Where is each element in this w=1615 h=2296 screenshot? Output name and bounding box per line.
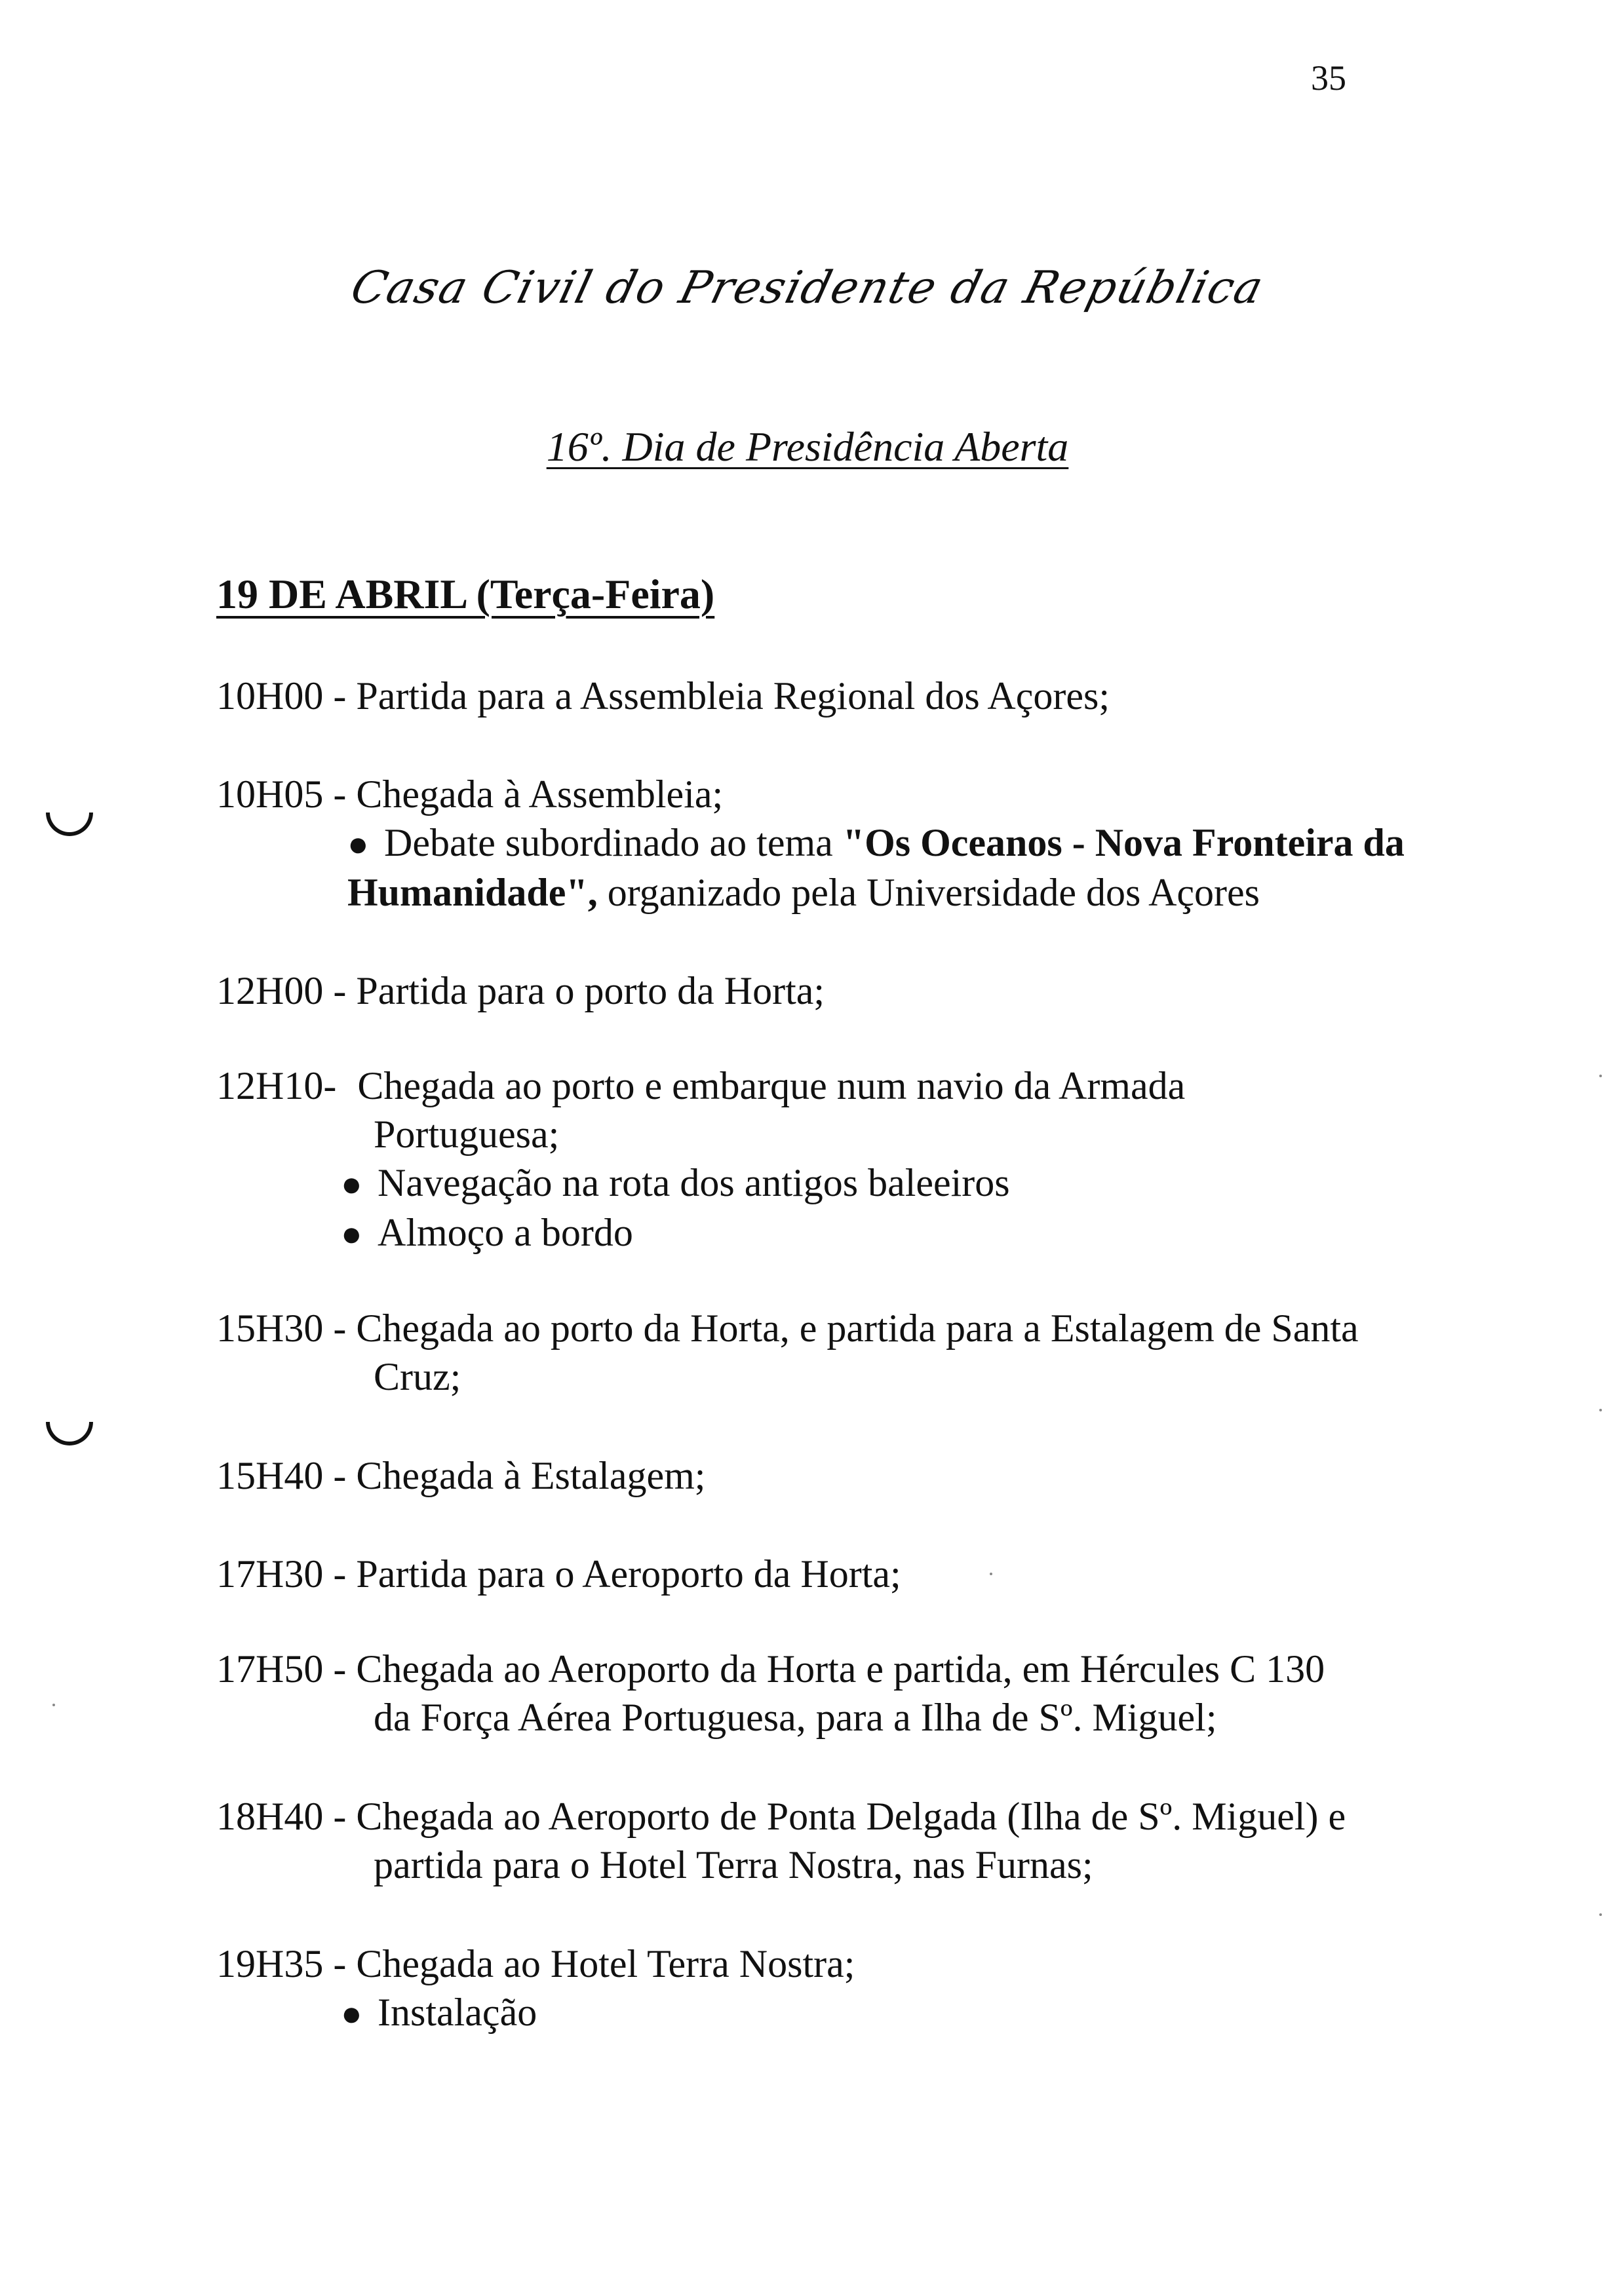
- entry-time: 12H00: [216, 969, 324, 1012]
- bullet-item: [341, 1208, 1449, 1258]
- entry-separator: -: [333, 674, 347, 718]
- page-number: 35: [1311, 58, 1346, 98]
- margin-mark: [46, 813, 93, 836]
- entry-text-cont: da Força Aérea Portuguesa, para a Ilha de Sº. Miguel;: [374, 1696, 1217, 1739]
- bullet-icon: ●: [341, 1164, 362, 1204]
- entry-text-cont: partida para o Hotel Terra Nostra, nas Furnas;: [374, 1843, 1093, 1886]
- entry-time: 10H05: [216, 773, 324, 816]
- bullet-text: Instalação: [378, 1991, 537, 2034]
- entry-text-cont: Portuguesa;: [374, 1113, 560, 1156]
- document-subtitle: 16º. Dia de Presidência Aberta: [546, 423, 1069, 470]
- entry-time: 18H40: [216, 1795, 324, 1838]
- entry-time: 10H00: [216, 674, 324, 718]
- bullet-item: [347, 818, 1455, 917]
- margin-mark: [46, 1422, 93, 1445]
- bullet-text-pre: Debate subordinado ao tema: [384, 821, 833, 864]
- entry-text: Partida para o porto da Horta;: [356, 969, 825, 1012]
- bullet-text: Almoço a bordo: [378, 1211, 633, 1254]
- entry-separator: -: [333, 969, 347, 1012]
- date-heading: 19 DE ABRIL (Terça-Feira): [216, 571, 715, 617]
- entry-separator: -: [333, 1307, 347, 1350]
- bullet-icon: ●: [341, 1214, 362, 1253]
- bullet-text: Navegação na rota dos antigos baleeiros: [378, 1161, 1010, 1204]
- schedule-entry-1840: [216, 1792, 1449, 1889]
- schedule-entry-1530: [216, 1304, 1449, 1401]
- bullet-icon: ●: [347, 824, 369, 864]
- entry-text: Chegada à Assembleia;: [356, 773, 724, 816]
- schedule-entry-1210: [216, 1062, 1449, 1258]
- entry-separator: -: [333, 1942, 347, 1985]
- entry-time: 17H50: [216, 1647, 324, 1691]
- bullet-item: [341, 1158, 1449, 1208]
- scan-speck: [1599, 1409, 1602, 1411]
- bullet-text-post: organizado pela Universidade dos Açores: [607, 871, 1260, 914]
- bullet-item: [341, 1988, 1449, 2038]
- scan-speck: [52, 1704, 55, 1706]
- schedule-entry-1200: [216, 966, 1449, 1015]
- bullet-text-bold: "Os Oceanos - Nova Fronteira da Humanidade",: [347, 821, 1405, 914]
- schedule-entry-1750: [216, 1645, 1449, 1742]
- entry-separator: -: [333, 1795, 347, 1838]
- entry-separator: -: [333, 1552, 347, 1596]
- schedule-entry-1540: [216, 1451, 1449, 1500]
- entry-text: Chegada ao Hotel Terra Nostra;: [356, 1942, 855, 1985]
- entry-separator: -: [333, 1647, 347, 1691]
- entry-text: Chegada ao porto e embarque num navio da Armada: [357, 1064, 1186, 1107]
- entry-separator: -: [323, 1064, 337, 1107]
- bullet-icon: ●: [341, 1994, 362, 2033]
- schedule-entry-1935: [216, 1940, 1449, 2038]
- entry-text: Partida para o Aeroporto da Horta;: [356, 1552, 901, 1596]
- entry-time: 15H30: [216, 1307, 324, 1350]
- entry-separator: -: [333, 773, 347, 816]
- entry-text: Chegada à Estalagem;: [356, 1454, 706, 1497]
- entry-text: Chegada ao Aeroporto de Ponta Delgada (Ilha de Sº. Miguel) e: [356, 1795, 1346, 1838]
- entry-time: 17H30: [216, 1552, 324, 1596]
- entry-time: 19H35: [216, 1942, 324, 1985]
- letterhead: Casa Civil do Presidente da República: [345, 262, 1270, 314]
- schedule-entry-1730: [216, 1550, 1449, 1598]
- entry-time: 12H10: [216, 1064, 324, 1107]
- scan-speck: [1599, 1913, 1602, 1916]
- entry-text: Partida para a Assembleia Regional dos Açores;: [356, 674, 1110, 718]
- scan-speck: [1599, 1075, 1602, 1077]
- entry-time: 15H40: [216, 1454, 324, 1497]
- entry-separator: -: [333, 1454, 347, 1497]
- entry-text: Chegada ao Aeroporto da Horta e partida, em Hércules C 130: [356, 1647, 1325, 1691]
- entry-text: Chegada ao porto da Horta, e partida para a Estalagem de Santa: [356, 1307, 1359, 1350]
- scan-speck: [990, 1573, 992, 1575]
- entry-text-cont: Cruz;: [374, 1355, 461, 1398]
- schedule-entry-1005: [216, 770, 1449, 917]
- schedule-entry-1000: [216, 672, 1449, 720]
